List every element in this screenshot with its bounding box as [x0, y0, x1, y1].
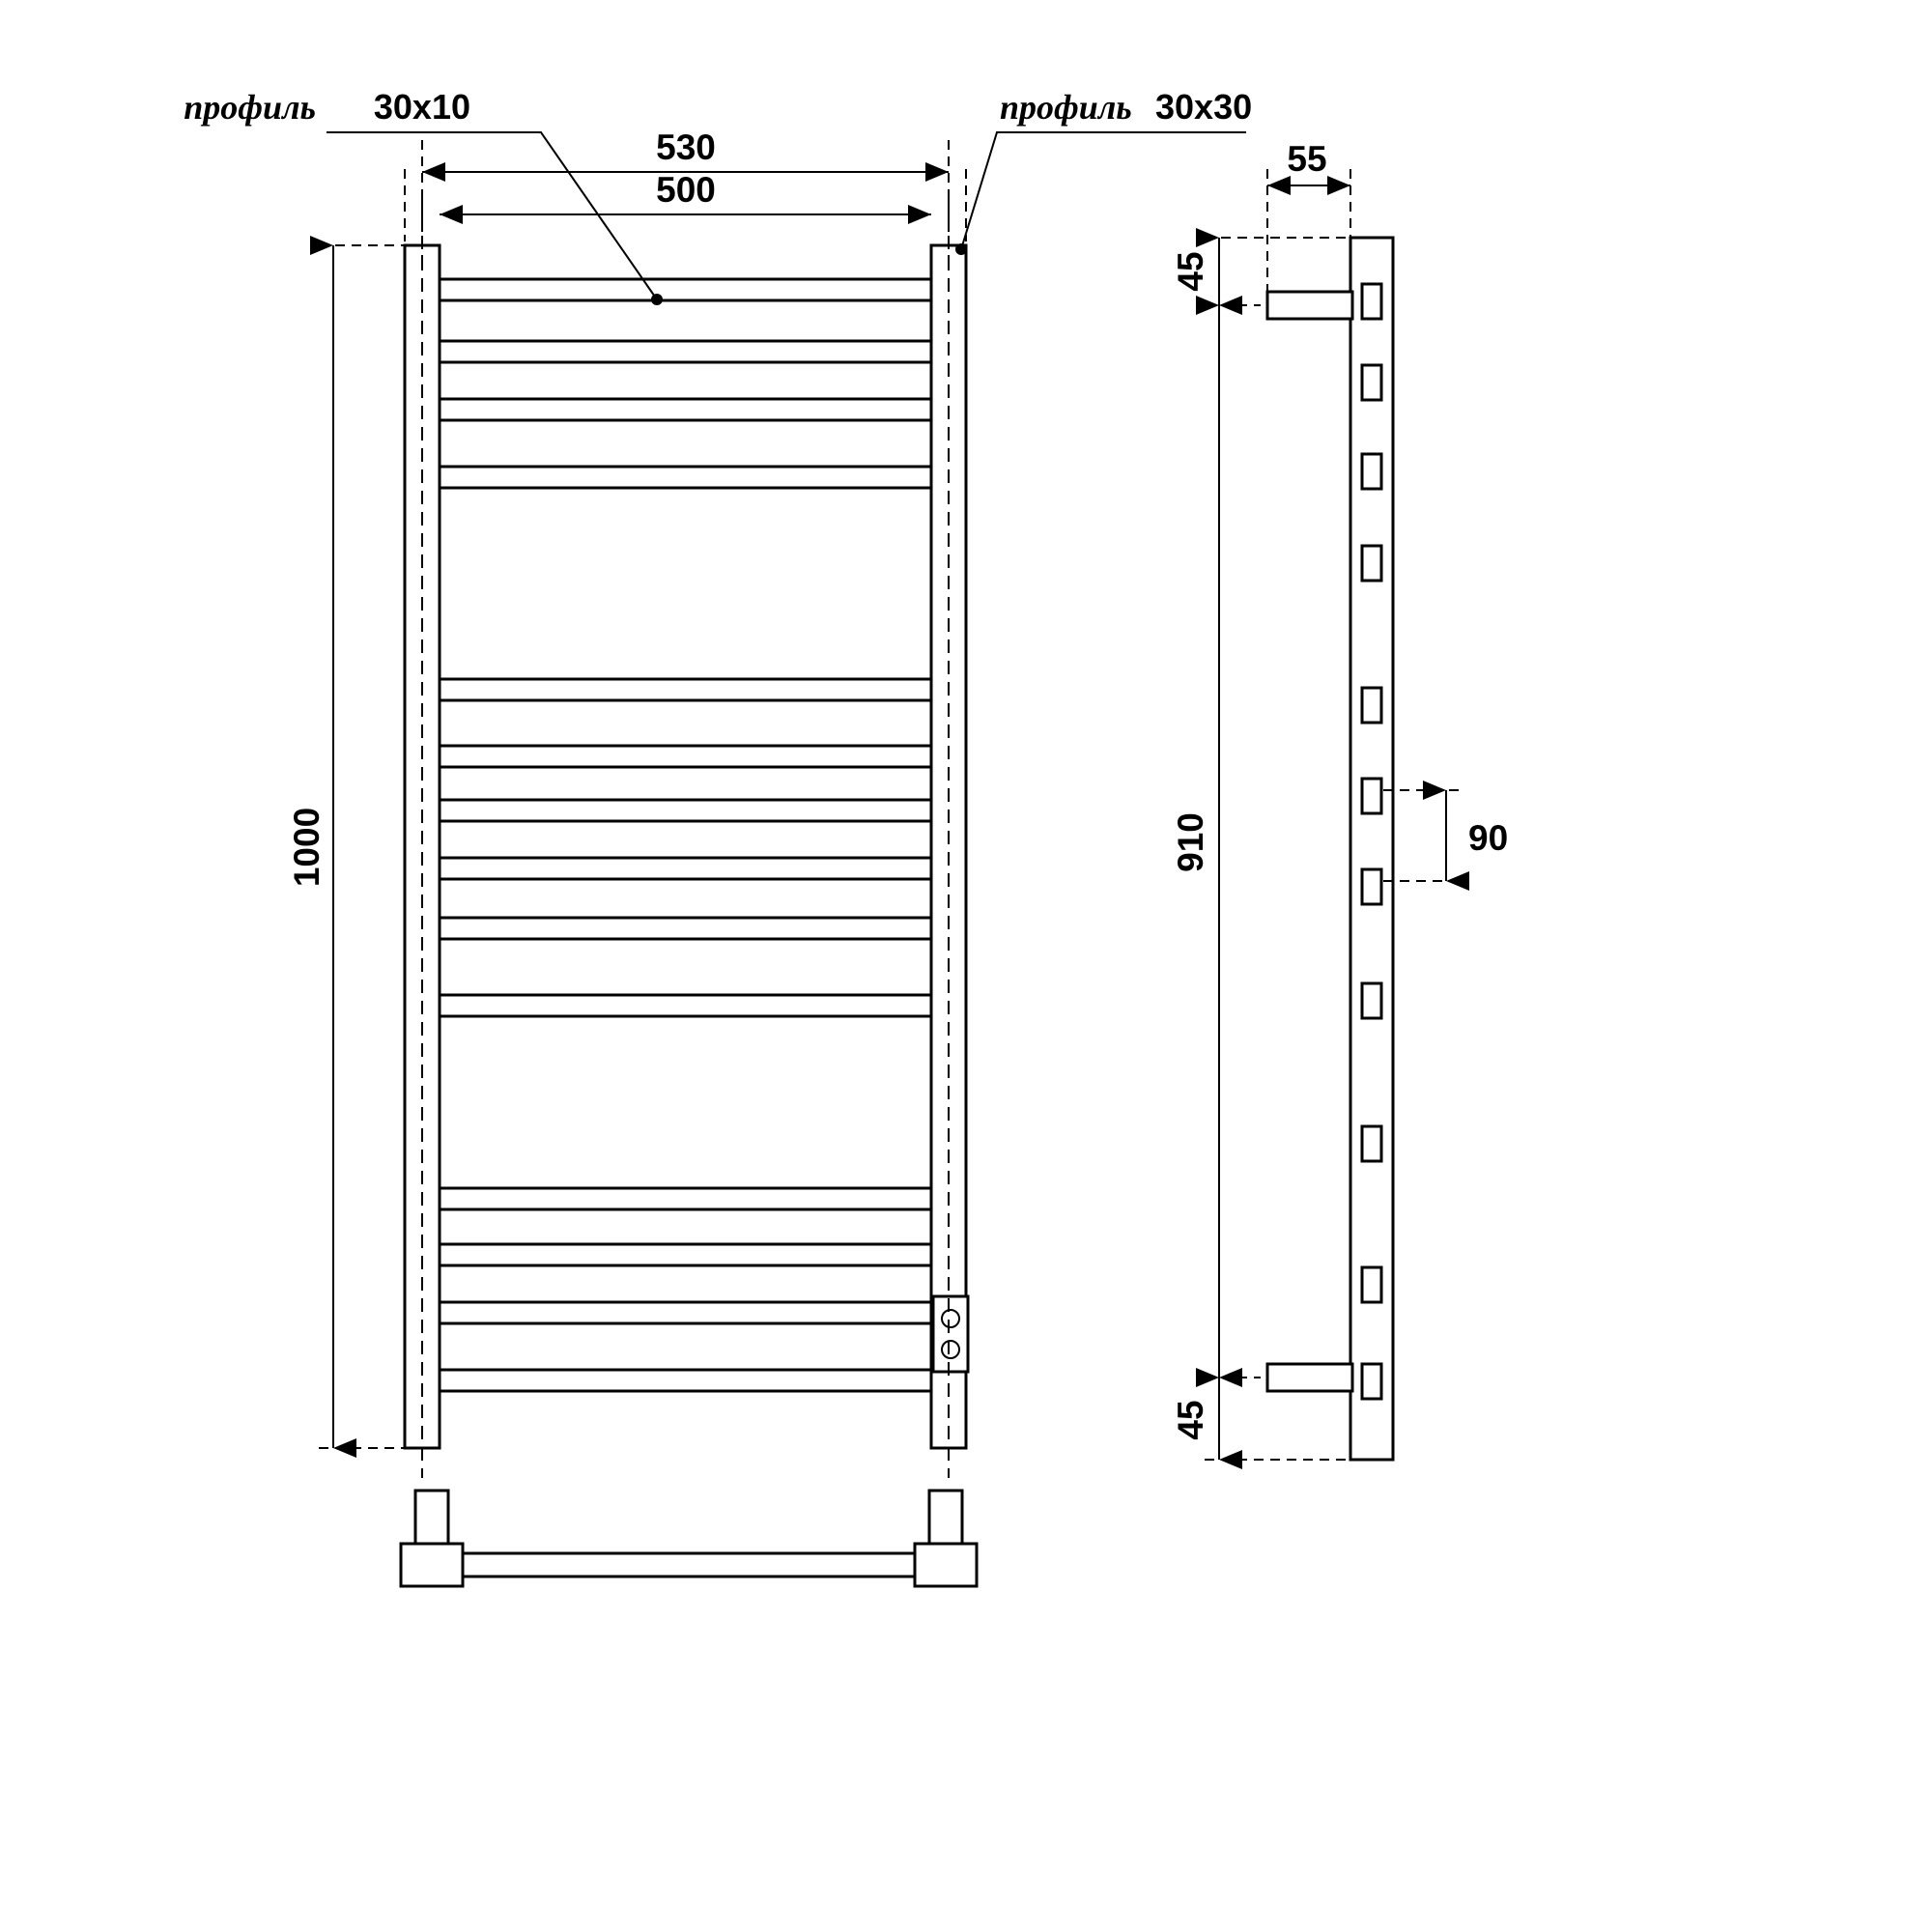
rung — [440, 399, 931, 420]
dim-depth-bracket — [1267, 139, 1350, 185]
dim-width-inner — [440, 170, 931, 214]
rung — [440, 1302, 931, 1323]
rung — [440, 467, 931, 488]
rung — [440, 1244, 931, 1265]
label-profile-left-prefix: профиль — [184, 88, 316, 127]
dim-45-top-label: 45 — [1171, 251, 1210, 292]
dim-1000-label: 1000 — [287, 807, 327, 888]
dim-55-label: 55 — [1287, 139, 1327, 179]
dim-rung-spacing — [1383, 790, 1508, 881]
rung — [440, 746, 931, 767]
label-profile-right-prefix: профиль — [1000, 88, 1132, 127]
rung — [440, 341, 931, 362]
dim-width-outer — [422, 128, 949, 172]
dim-910-label: 910 — [1171, 812, 1210, 872]
rung — [440, 858, 931, 879]
label-profile-right-value: 30x30 — [1155, 87, 1253, 127]
dim-side-height — [1171, 305, 1219, 1378]
rung — [440, 800, 931, 821]
rungs — [440, 279, 931, 1391]
rung — [440, 279, 931, 300]
rung — [440, 1370, 931, 1391]
side-view — [1171, 139, 1508, 1460]
rung — [440, 679, 931, 700]
dim-45-bottom-label: 45 — [1171, 1400, 1210, 1440]
bottom-wall-bracket — [1267, 1364, 1352, 1391]
rung — [440, 995, 931, 1016]
top-wall-bracket — [1267, 292, 1352, 319]
dim-height-total — [287, 245, 410, 1448]
label-profile-left-value: 30x10 — [373, 87, 470, 127]
rung — [440, 918, 931, 939]
side-post — [1350, 238, 1393, 1460]
control-box — [933, 1296, 968, 1372]
bottom-connector — [401, 1491, 977, 1586]
dim-90-label: 90 — [1468, 818, 1509, 858]
leader-profile-30x30 — [955, 87, 1252, 255]
dim-500-label: 500 — [656, 170, 716, 210]
dim-530-label: 530 — [656, 128, 716, 167]
rung — [440, 1188, 931, 1209]
front-view — [184, 87, 1252, 1586]
